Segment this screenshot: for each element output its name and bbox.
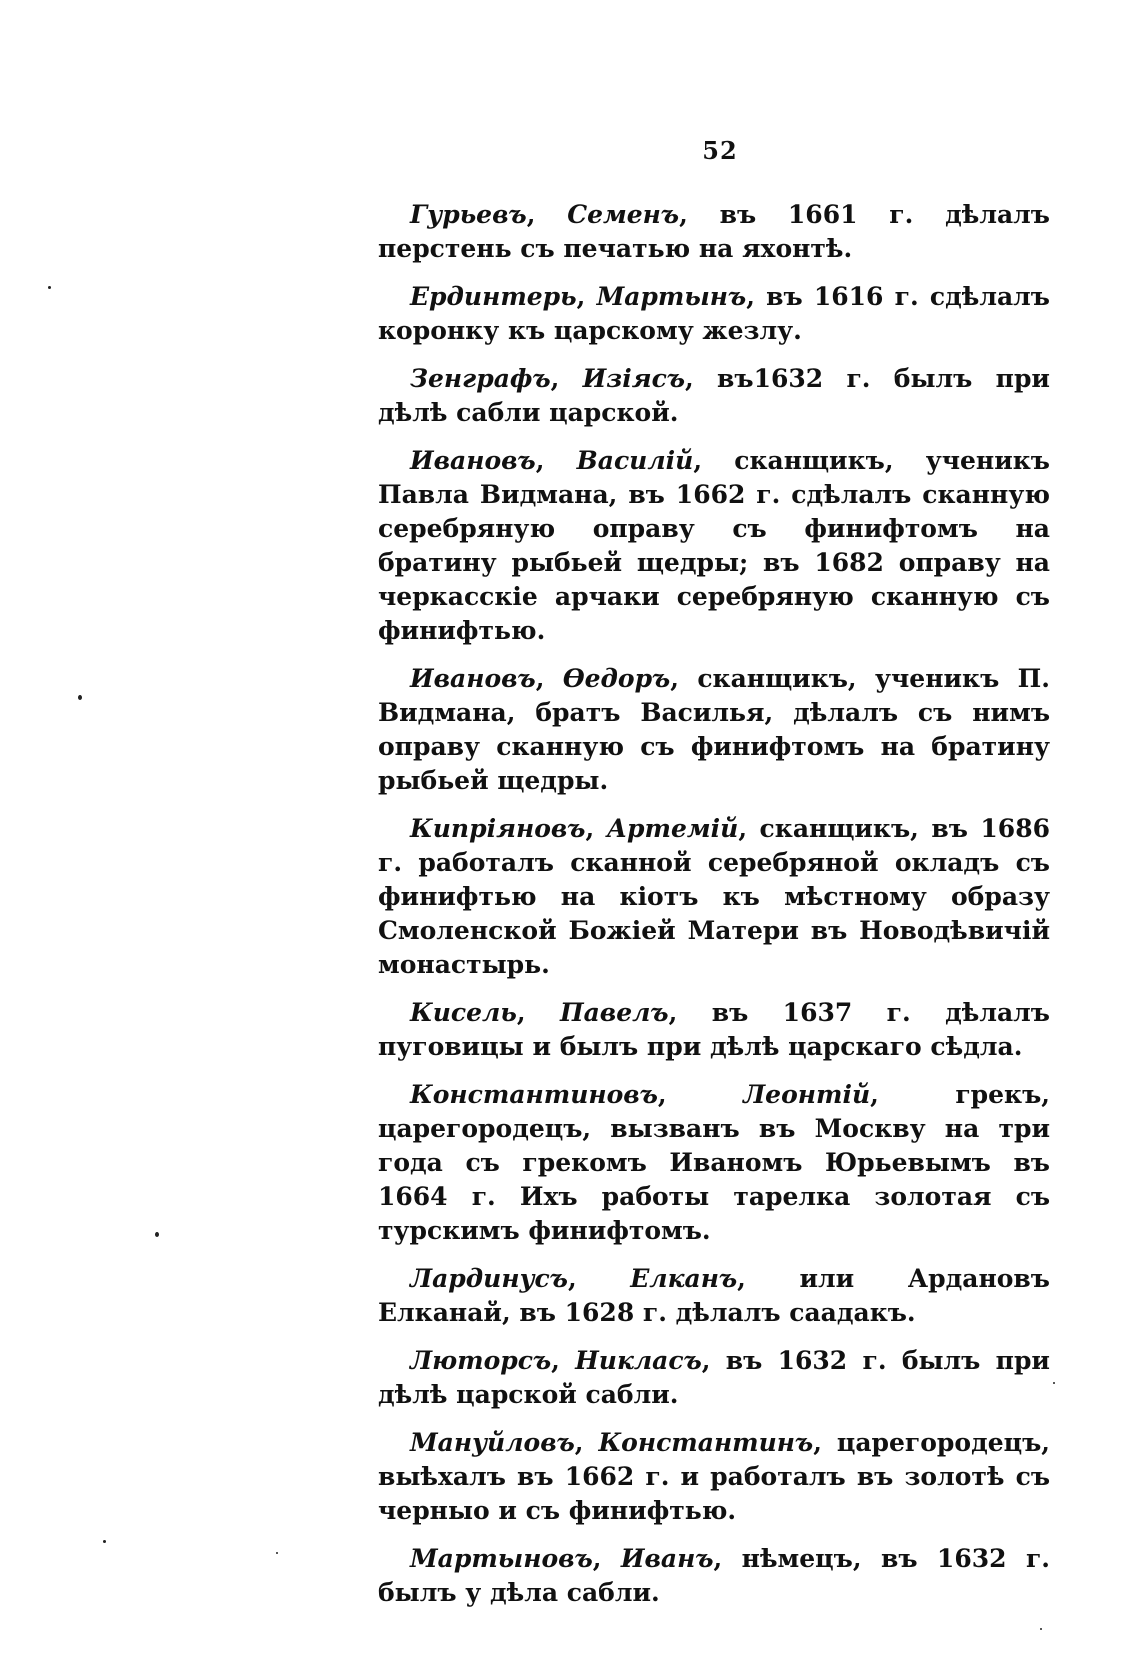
list-item: Ивановъ, Василiй, сканщикъ, ученикъ Павла Видмана, въ 1662 г. сдѣлалъ сканную серебряную оправу съ финифтомъ на братину рыбьей щедры; въ 1682 оправу на черкасскiе арчаки серебряную сканную съ финифтью. bbox=[378, 446, 1050, 645]
list-item: Кисель, Павелъ, въ 1637 г. дѣлалъ пуговицы и былъ при дѣлѣ царскаго сѣдла. bbox=[378, 998, 1050, 1061]
entry-surname: Ердинтерь bbox=[410, 282, 577, 311]
entry-given-name: Павелъ bbox=[559, 998, 669, 1027]
list-item: Люторсъ, Никласъ, въ 1632 г. былъ при дѣлѣ царской сабли. bbox=[378, 1346, 1050, 1409]
list-item: Ивановъ, Ѳедоръ, сканщикъ, ученикъ П. Видмана, братъ Василья, дѣлалъ съ нимъ оправу сканную съ финифтомъ на братину рыбьей щедры. bbox=[378, 664, 1050, 795]
scan-speck bbox=[1040, 1628, 1042, 1630]
list-item: Мануйловъ, Константинъ, царегородецъ, выѣхалъ въ 1662 г. и работалъ въ золотѣ съ черныо и съ финифтью. bbox=[378, 1428, 1050, 1525]
list-item: Лардинусъ, Елканъ, или Ардановъ Елканай, въ 1628 г. дѣлалъ саадакъ. bbox=[378, 1264, 1050, 1327]
entry-text: въ 1661 г. дѣлалъ перстень съ печатью на яхонтѣ. bbox=[378, 200, 1050, 263]
list-item: Зенграфъ, Изiясъ, въ1632 г. былъ при дѣлѣ сабли царской. bbox=[378, 364, 1050, 427]
entry-text: въ 1616 г. сдѣлалъ коронку къ царскому жезлу. bbox=[378, 282, 1050, 345]
entry-surname: Мануйловъ bbox=[410, 1428, 575, 1457]
entry-text: въ 1637 г. дѣлалъ пуговицы и былъ при дѣлѣ царскаго сѣдла. bbox=[378, 998, 1050, 1061]
entry-surname: Мартыновъ bbox=[410, 1544, 593, 1573]
entry-text: грекъ, царегородецъ, вызванъ въ Москву на три года съ грекомъ Иваномъ Юрьевымъ въ 1664 г. Ихъ работы тарелка золотая съ турскимъ финифтомъ. bbox=[378, 1080, 1050, 1245]
scan-speck bbox=[276, 1552, 278, 1554]
entry-given-name: Артемiй bbox=[606, 814, 739, 843]
entry-text: царегородецъ, выѣхалъ въ 1662 г. и работалъ въ золотѣ съ черныо и съ финифтью. bbox=[378, 1428, 1050, 1525]
entry-given-name: Константинъ bbox=[598, 1428, 814, 1457]
entry-given-name: Василiй bbox=[576, 446, 694, 475]
list-item: Мартыновъ, Иванъ, нѣмецъ, въ 1632 г. былъ у дѣла сабли. bbox=[378, 1544, 1050, 1607]
entry-surname: Кипрiяновъ bbox=[410, 814, 586, 843]
page-number: 52 bbox=[702, 136, 738, 165]
entry-given-name: Изiясъ bbox=[582, 364, 686, 393]
entry-text: сканщикъ, въ 1686 г. работалъ сканной серебряной окладъ съ финифтью на кiотъ къ мѣстному образу Смоленской Божiей Матери въ Новодѣвичiй монастырь. bbox=[378, 814, 1050, 979]
entry-text: въ 1632 г. былъ при дѣлѣ царской сабли. bbox=[378, 1346, 1050, 1409]
entry-given-name: Иванъ bbox=[620, 1544, 714, 1573]
scan-speck bbox=[48, 286, 51, 289]
entry-surname: Ивановъ bbox=[410, 664, 536, 693]
scan-speck bbox=[1053, 1382, 1055, 1384]
entry-given-name: Мартынъ bbox=[596, 282, 747, 311]
entry-surname: Ивановъ bbox=[410, 446, 536, 475]
list-item: Гурьевъ, Семенъ, въ 1661 г. дѣлалъ перстень съ печатью на яхонтѣ. bbox=[378, 200, 1050, 263]
entry-given-name: Никласъ bbox=[575, 1346, 702, 1375]
entry-text: сканщикъ, ученикъ Павла Видмана, въ 1662 г. сдѣлалъ сканную серебряную оправу съ финифтомъ на братину рыбьей щедры; въ 1682 оправу на черкасскiе арчаки серебряную сканную съ финифтью. bbox=[378, 446, 1050, 645]
entry-given-name: Ѳедоръ bbox=[562, 664, 671, 693]
entry-surname: Лардинусъ bbox=[410, 1264, 568, 1293]
entry-surname: Люторсъ bbox=[410, 1346, 552, 1375]
entry-surname: Константиновъ bbox=[410, 1080, 658, 1109]
entry-given-name: Елканъ bbox=[630, 1264, 738, 1293]
entry-surname: Зенграфъ bbox=[410, 364, 551, 393]
entries-list bbox=[378, 198, 1050, 1624]
entry-text: или Ардановъ Елканай, въ 1628 г. дѣлалъ саадакъ. bbox=[378, 1264, 1050, 1327]
scan-speck bbox=[155, 1232, 159, 1237]
entry-text: нѣмецъ, въ 1632 г. былъ у дѣла сабли. bbox=[378, 1544, 1050, 1607]
scan-speck bbox=[78, 695, 82, 700]
entry-given-name: Леонтiй bbox=[743, 1080, 871, 1109]
entry-given-name: Семенъ bbox=[567, 200, 680, 229]
list-item: Кипрiяновъ, Артемiй, сканщикъ, въ 1686 г. работалъ сканной серебряной окладъ съ финифтью на кiотъ къ мѣстному образу Смоленской Божiей Матери въ Новодѣвичiй монастырь. bbox=[378, 814, 1050, 979]
scan-speck bbox=[103, 1540, 106, 1543]
entry-text: сканщикъ, ученикъ П. Видмана, братъ Василья, дѣлалъ съ нимъ оправу сканную съ финифтомъ на братину рыбьей щедры. bbox=[378, 664, 1050, 795]
entry-text: въ1632 г. былъ при дѣлѣ сабли царской. bbox=[378, 364, 1050, 427]
list-item: Ердинтерь, Мартынъ, въ 1616 г. сдѣлалъ коронку къ царскому жезлу. bbox=[378, 282, 1050, 345]
list-item: Константиновъ, Леонтiй, грекъ, царегородецъ, вызванъ въ Москву на три года съ грекомъ Иваномъ Юрьевымъ въ 1664 г. Ихъ работы тарелка золотая съ турскимъ финифтомъ. bbox=[378, 1080, 1050, 1245]
entry-surname: Кисель bbox=[410, 998, 517, 1027]
entry-surname: Гурьевъ bbox=[410, 200, 527, 229]
